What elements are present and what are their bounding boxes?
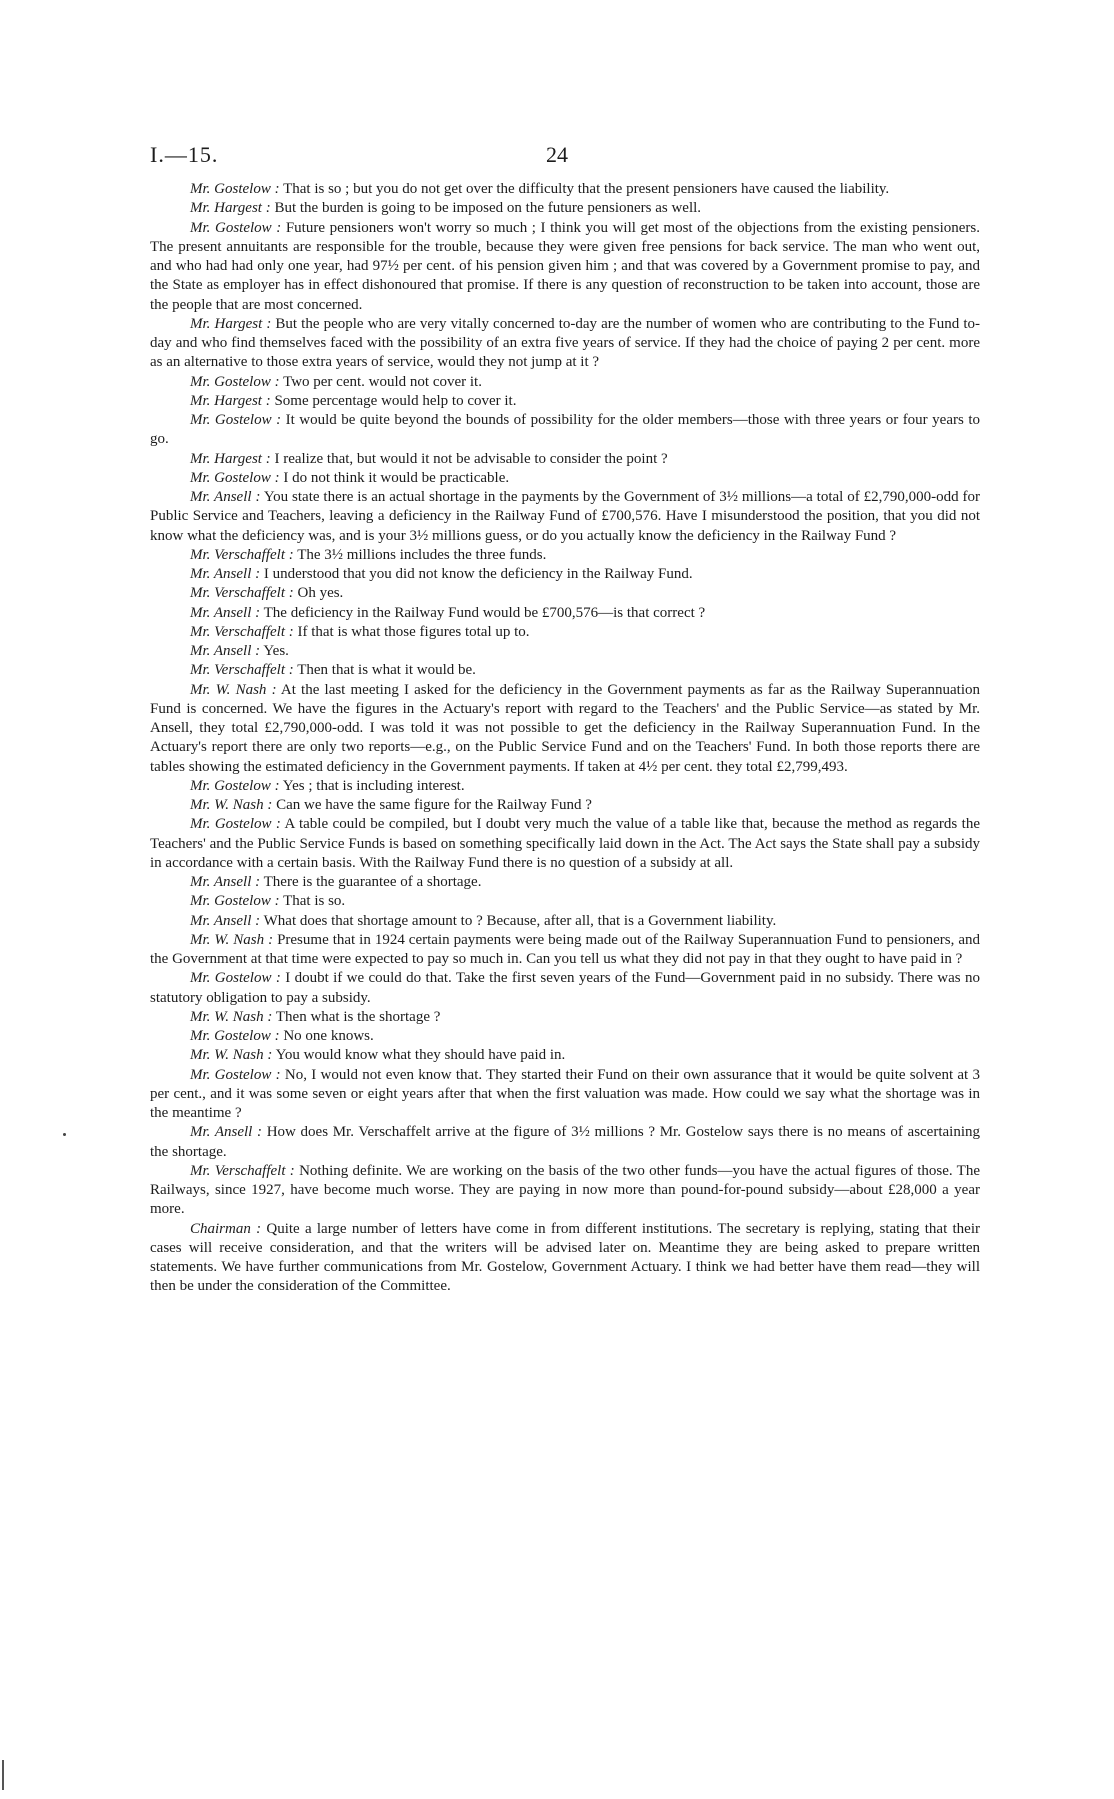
transcript-paragraph — [150, 180, 980, 199]
speech-text: No, I would not even know that. They started their Fund on their own assurance that it would be quite solvent at 3 per cent., and it was some seven or eight years after that when the first valuation was made. How could we say what the shortage was in the meantime ? — [150, 1066, 980, 1121]
speaker-name: Mr. Verschaffelt : — [190, 623, 294, 640]
speaker-name: Mr. Ansell : — [190, 643, 261, 659]
speech-text: Presume that in 1924 certain payments were being made out of the Railway Superannuation Fund to pensioners, and the Government at that time were expected to pay so much in. Can you tell us what they did not pay in that they ought to have paid in ? — [150, 931, 980, 967]
speaker-name: Chairman : — [190, 1220, 262, 1237]
speech-text: I doubt if we could do that. Take the first seven years of the Fund—Government paid in no subsidy. There was no statutory obligation to pay a subsidy. — [150, 970, 980, 1006]
speaker-name: Mr. W. Nash : — [190, 797, 273, 813]
transcript-paragraph — [150, 411, 980, 450]
transcript-paragraph — [150, 199, 980, 218]
speech-text: But the people who are very vitally concerned to-day are the number of women who are contributing to the Fund to-day and who find themselves faced with the possibility of an extra five years of service. If they had the choice of paying 2 per cent. more as an alternative to those extra years of service, would they not jump at it ? — [150, 315, 980, 371]
transcript-paragraph — [150, 642, 980, 661]
speech-text: Oh yes. — [297, 585, 344, 602]
transcript-paragraph — [150, 912, 980, 931]
transcript-paragraph — [150, 219, 980, 315]
transcript-paragraph — [150, 604, 980, 623]
speaker-name: Mr. Gostelow : — [190, 219, 282, 236]
transcript-paragraph — [150, 681, 980, 777]
transcript-paragraph — [150, 1162, 980, 1220]
speech-text: Yes. — [263, 643, 289, 659]
speaker-name: Mr. Ansell : — [190, 874, 261, 890]
speaker-name: Mr. Verschaffelt : — [190, 662, 294, 679]
transcript-paragraph — [150, 1027, 980, 1046]
speaker-name: Mr. Gostelow : — [190, 469, 280, 486]
transcript-paragraph — [150, 1066, 980, 1124]
speech-text: No one knows. — [283, 1028, 374, 1044]
speech-text: That is so. — [283, 893, 346, 910]
transcript-paragraph — [150, 1220, 980, 1297]
speaker-name: Mr. Ansell : — [190, 1124, 262, 1141]
document-page — [150, 140, 980, 1297]
speaker-name: Mr. Verschaffelt : — [190, 546, 294, 563]
speaker-name: Mr. W. Nash : — [190, 1008, 273, 1025]
transcript-paragraph — [150, 777, 980, 796]
margin-speck — [63, 1133, 66, 1136]
speech-text: I do not think it would be practicable. — [283, 469, 510, 486]
speech-text: It would be quite beyond the bounds of possibility for the older members—those with three years or four years to go. — [150, 412, 980, 448]
speech-text: What does that shortage amount to ? Because, after all, that is a Government liability. — [263, 912, 777, 929]
speech-text: If that is what those figures total up to. — [297, 623, 530, 640]
page-number: 24 — [546, 142, 568, 167]
speech-text: Two per cent. would not cover it. — [283, 373, 482, 390]
transcript-paragraph — [150, 969, 980, 1008]
transcript-paragraph — [150, 796, 980, 815]
speaker-name: Mr. Gostelow : — [190, 893, 280, 910]
speaker-name: Mr. Hargest : — [190, 450, 271, 467]
speech-text: You state there is an actual shortage in the payments by the Government of 3½ millions—a total of £2,790,000-odd for Public Service and Teachers, leaving a deficiency in the Railway Fund of £700,576. Have I misunderstood the position, that you did not know what the deficiency was, and is your 3½ millions guess, or do you actually know the deficiency in the Railway Fund ? — [150, 489, 981, 544]
transcript-paragraph — [150, 584, 980, 603]
speaker-name: Mr. Ansell : — [190, 912, 261, 929]
speaker-name: Mr. Ansell : — [190, 604, 261, 621]
speech-text: Some percentage would help to cover it. — [274, 392, 517, 409]
speaker-name: Mr. Gostelow : — [190, 816, 281, 833]
speech-text: You would know what they should have paid in. — [275, 1047, 566, 1064]
transcript-paragraph — [150, 623, 980, 642]
speech-text: A table could be compiled, but I doubt very much the value of a table like that, because the method as regards the Teachers' and the Public Service Funds is based on something specifically laid down in the Act. The Act says the State shall pay a subsidy in accordance with a certain basis. With the Railway Fund there is no question of a subsidy at all. — [150, 816, 980, 871]
transcript-paragraph — [150, 892, 980, 911]
speech-text: Yes ; that is including interest. — [282, 777, 465, 794]
speaker-name: Mr. Ansell : — [190, 489, 261, 505]
speaker-name: Mr. Gostelow : — [190, 181, 280, 197]
speech-text: The deficiency in the Railway Fund would be £700,576—is that correct ? — [263, 604, 706, 621]
transcript-paragraph — [150, 450, 980, 469]
speaker-name: Mr. Ansell : — [190, 566, 261, 582]
transcript-paragraph — [150, 1123, 980, 1162]
speech-text: Can we have the same figure for the Railway Fund ? — [276, 797, 592, 813]
speech-text: Then what is the shortage ? — [275, 1008, 441, 1025]
speech-text: I understood that you did not know the deficiency in the Railway Fund. — [263, 566, 693, 582]
speech-text: Quite a large number of letters have come in from different institutions. The secretary is replying, stating that their cases will receive consideration, and that the writers will be advised later on. Meantime they are being asked to prepare written statements. We have further communications from Mr. Gostelow, Government Actuary. I think we had better have them read—they will then be under the consideration of the Committee. — [150, 1220, 980, 1295]
transcript-paragraph — [150, 873, 980, 892]
speech-text: But the burden is going to be imposed on the future pensioners as well. — [274, 200, 702, 217]
transcript-paragraph — [150, 546, 980, 565]
transcript-paragraph — [150, 315, 980, 373]
speaker-name: Mr. W. Nash : — [190, 1047, 273, 1064]
transcript-body — [150, 180, 980, 1297]
speaker-name: Mr. Gostelow : — [190, 373, 280, 390]
speaker-name: Mr. W. Nash : — [190, 931, 274, 948]
speech-text: That is so ; but you do not get over the difficulty that the present pensioners have caused the liability. — [283, 181, 890, 197]
speech-text: Future pensioners won't worry so much ; I think you will get most of the objections from the existing pensioners. The present annuitants are responsible for the trouble, because they were given free pensions for back service. The man who went out, and who had had only one year, had 97½ per cent. of his pension given him ; and that was covered by a Government promise to pay, and the State as employer has in effect dishonoured that promise. If there is any question of reconstruction to be taken into account, those are the people that are most concerned. — [150, 219, 980, 313]
speaker-name: Mr. Hargest : — [190, 200, 271, 217]
transcript-paragraph — [150, 488, 980, 546]
transcript-paragraph — [150, 469, 980, 488]
page-header — [150, 140, 980, 180]
speaker-name: Mr. Verschaffelt : — [190, 1162, 295, 1179]
transcript-paragraph — [150, 815, 980, 873]
speaker-name: Mr. Gostelow : — [190, 1066, 281, 1083]
transcript-paragraph — [150, 931, 980, 970]
speaker-name: Mr. Gostelow : — [190, 777, 280, 794]
speech-text: I realize that, but would it not be advisable to consider the point ? — [274, 450, 668, 467]
speaker-name: Mr. Gostelow : — [190, 1028, 280, 1044]
scan-edge-mark — [2, 1760, 4, 1790]
transcript-paragraph — [150, 1008, 980, 1027]
transcript-paragraph — [150, 661, 980, 680]
speaker-name: Mr. Gostelow : — [190, 412, 282, 428]
transcript-paragraph — [150, 373, 980, 392]
speech-text: There is the guarantee of a shortage. — [263, 874, 482, 890]
speaker-name: Mr. W. Nash : — [190, 681, 277, 698]
paper-reference: I.—15. — [150, 142, 219, 167]
speaker-name: Mr. Hargest : — [190, 315, 272, 332]
speech-text: The 3½ millions includes the three funds. — [297, 546, 547, 563]
transcript-paragraph — [150, 1046, 980, 1065]
speech-text: Then that is what it would be. — [297, 662, 476, 679]
speech-text: At the last meeting I asked for the deficiency in the Government payments as far as the Railway Superannuation Fund is concerned. We have the figures in the Actuary's report with regard to the Teachers' and the Public Service—as stated by Mr. Ansell, they total £2,790,000-odd. I was told it was not possible to get the deficiency in the Railway Superannuation Fund. In the Actuary's report there are only two reports—e.g., on the Public Service Fund and on the Teachers' Fund. In both those reports there are tables showing the estimated deficiency in the Government payments. If taken at 4½ per cent. they total £2,799,493. — [150, 681, 980, 775]
speech-text: Nothing definite. We are working on the basis of the two other funds—you have the actual figures of those. The Railways, since 1927, have become much worse. They are paying in now more than pound-for-pound subsidy—about £28,000 a year more. — [150, 1162, 980, 1218]
speaker-name: Mr. Verschaffelt : — [190, 585, 294, 602]
speaker-name: Mr. Gostelow : — [190, 970, 281, 987]
transcript-paragraph — [150, 565, 980, 584]
transcript-paragraph — [150, 392, 980, 411]
speech-text: How does Mr. Verschaffelt arrive at the figure of 3½ millions ? Mr. Gostelow says there is no means of ascertaining the shortage. — [150, 1124, 980, 1160]
speaker-name: Mr. Hargest : — [190, 392, 271, 409]
